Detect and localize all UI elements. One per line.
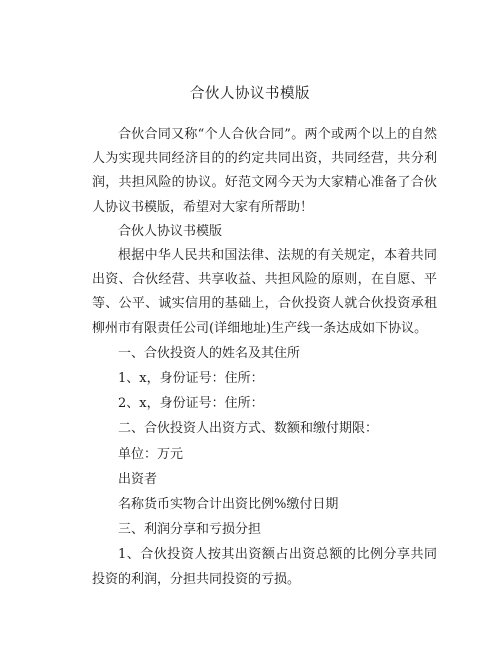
investor-label: 出资者: [118, 471, 158, 487]
section-heading-partners: 一、合伙投资人的姓名及其住所: [118, 345, 301, 361]
intro-paragraph: 合伙合同又称“个人合伙合同”。两个或两个以上的自然人为实现共同经济目的的约定共同出资，共同经营，共分利润，共担风险的协议。好范文网今天为大家精心准备了合伙人协议书模版，希望对大家有所帮助！: [92, 127, 437, 215]
partner-line-2: 2、x，身份证号：住所：: [118, 396, 264, 412]
preamble-paragraph: 根据中华人民共和国法律、法规的有关规定，本着共同出资、合伙经营、共享收益、共担风险的原则，在自愿、平等、公平、诚实信用的基础上，合伙投资人就合伙投资承租柳州市有限责任公司(详细地址)生产线一条达成如下协议。: [92, 248, 437, 336]
partner-line-1: 1、x，身份证号：住所：: [118, 371, 264, 387]
unit-line: 单位：万元: [118, 446, 184, 462]
document-body: [92, 123, 437, 592]
section-heading-profit: 三、利润分享和亏损分担: [118, 522, 262, 538]
subtitle: 合伙人协议书模版: [118, 223, 223, 239]
contribution-table-header: 名称货币实物合计出资比例%缴付日期: [118, 497, 339, 513]
document-title: 合伙人协议书模版: [190, 86, 310, 102]
profit-clause-1: 1、合伙投资人按其出资额占出资总额的比例分享共同投资的利润，分担共同投资的亏损。: [92, 547, 437, 587]
section-heading-contribution: 二、合伙投资人出资方式、数额和缴付期限：: [118, 421, 379, 437]
